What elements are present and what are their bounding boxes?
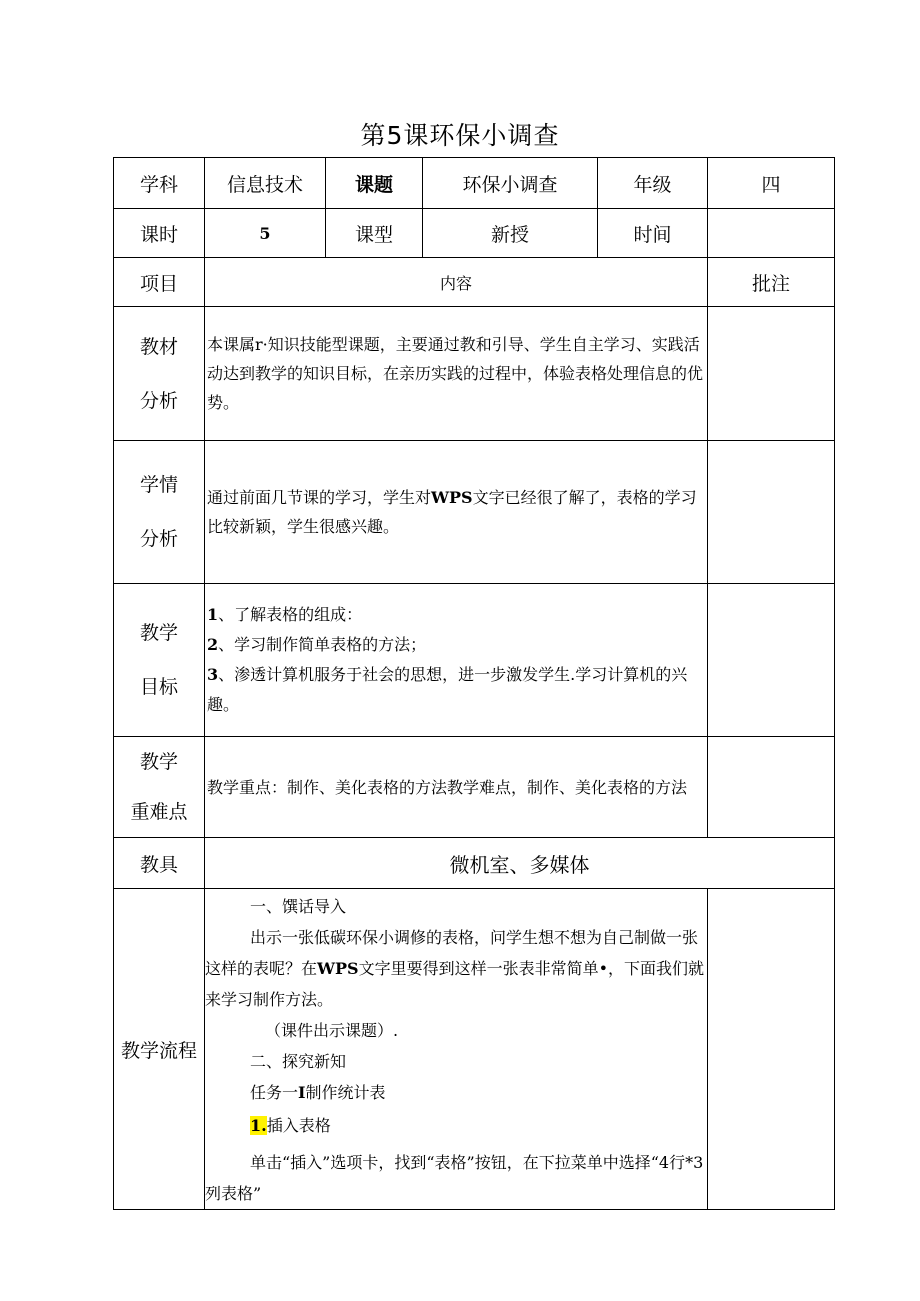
tools-label: 教具 bbox=[114, 838, 205, 889]
tools-row bbox=[114, 838, 835, 889]
goal-text: 、学习制作简单表格的方法； bbox=[218, 635, 427, 654]
textbook-note bbox=[708, 307, 835, 441]
grade-label: 年级 bbox=[598, 158, 708, 209]
process-note bbox=[708, 889, 835, 1210]
process-label: 教学流程 bbox=[114, 889, 205, 1210]
process-text-bold: WPS bbox=[317, 959, 359, 978]
textbook-row bbox=[114, 307, 835, 441]
goal-text: 、渗透计算机服务于社会的思想，进一步激发学生.学习计算机的兴趣。 bbox=[207, 665, 688, 714]
learner-text-1: 通过前面几节课的学习，学生对 bbox=[207, 488, 432, 507]
process-line bbox=[205, 1110, 707, 1141]
lesson-label: 课题 bbox=[326, 158, 423, 209]
learner-text-2: 文字已经很了解了，表格的学习比较新颖，学生很感兴趣。 bbox=[207, 488, 697, 536]
textbook-label bbox=[114, 307, 205, 441]
process-line: 一、馔话导入 bbox=[250, 897, 347, 916]
period-value: 5 bbox=[205, 209, 326, 258]
learner-label-line-2: 分析 bbox=[139, 528, 178, 550]
highlighted-step-number: 1. bbox=[250, 1116, 267, 1135]
keypoints-label-line-2: 重难点 bbox=[130, 801, 188, 823]
process-text-bold: I bbox=[298, 1083, 306, 1102]
goals-label-line-1: 教学 bbox=[139, 622, 178, 644]
textbook-label-line-2: 分析 bbox=[139, 389, 178, 412]
goal-item bbox=[207, 600, 705, 630]
time-label: 时间 bbox=[598, 209, 708, 258]
header-row-1 bbox=[114, 158, 835, 209]
grade-value: 四 bbox=[708, 158, 835, 209]
goals-row bbox=[114, 584, 835, 737]
learner-label bbox=[114, 441, 205, 584]
period-label: 课时 bbox=[114, 209, 205, 258]
goals-content bbox=[205, 584, 708, 737]
textbook-label-line-1: 教材 bbox=[139, 335, 178, 358]
goal-text: 、了解表格的组成： bbox=[218, 605, 363, 624]
time-value bbox=[708, 209, 835, 258]
content-column-header: 内容 bbox=[205, 258, 708, 307]
goals-label bbox=[114, 584, 205, 737]
process-paragraph: 单击“插入”选项卡，找到“表格”按钮，在下拉菜单中选择“4行*3列表格” bbox=[205, 1153, 704, 1203]
process-line bbox=[205, 1077, 707, 1108]
keypoints-note bbox=[708, 737, 835, 838]
lesson-value: 环保小调查 bbox=[423, 158, 598, 209]
process-text: 出示一张低碳环保小调修的表格，问学生想不想为自己制做一张这样的表呢？在 bbox=[205, 928, 699, 978]
learner-label-line-1: 学情 bbox=[139, 474, 178, 496]
note-column-header: 批注 bbox=[708, 258, 835, 307]
subject-label: 学科 bbox=[114, 158, 205, 209]
learner-note bbox=[708, 441, 835, 584]
goal-number: 3 bbox=[207, 665, 219, 684]
keypoints-row bbox=[114, 737, 835, 838]
column-header-row bbox=[114, 258, 835, 307]
keypoints-content: 教学重点：制作、美化表格的方法教学难点，制作、美化表格的方法 bbox=[205, 737, 708, 838]
process-line: （课件出示课题）. bbox=[265, 1021, 399, 1040]
learner-content bbox=[205, 441, 708, 584]
process-text: 任务一 bbox=[250, 1083, 299, 1102]
process-text: 文字里要得到这样一张表非常简单•，下面我们就来学习制作方法。 bbox=[205, 959, 705, 1009]
header-row-2 bbox=[114, 209, 835, 258]
tools-value: 微机室、多媒体 bbox=[205, 838, 835, 889]
goals-label-line-2: 目标 bbox=[139, 676, 178, 698]
lesson-plan-table bbox=[113, 157, 835, 1210]
goal-number: 1 bbox=[207, 605, 219, 624]
subject-value: 信息技术 bbox=[205, 158, 326, 209]
item-column-header: 项目 bbox=[114, 258, 205, 307]
page-title: 第5课环保小调查 bbox=[360, 121, 560, 150]
type-label: 课型 bbox=[326, 209, 423, 258]
lesson-plan-table-frame bbox=[113, 157, 834, 1203]
process-text: 制作统计表 bbox=[305, 1083, 386, 1102]
process-line: 二、探究新知 bbox=[250, 1052, 347, 1071]
goals-note bbox=[708, 584, 835, 737]
process-text: 插入表格 bbox=[266, 1116, 331, 1135]
textbook-content: 本课属r·知识技能型课题，主要通过教和引导、学生自主学习、实践活动达到教学的知识目标，在亲历实践的过程中，体验表格处理信息的优势。 bbox=[205, 307, 708, 441]
process-content bbox=[205, 889, 708, 1210]
process-paragraph bbox=[205, 922, 707, 1015]
keypoints-label bbox=[114, 737, 205, 838]
keypoints-label-line-1: 教学 bbox=[139, 751, 178, 773]
process-row bbox=[114, 889, 835, 1210]
learner-text-bold: WPS bbox=[431, 488, 473, 507]
learner-row bbox=[114, 441, 835, 584]
goal-number: 2 bbox=[207, 635, 219, 654]
type-value: 新授 bbox=[423, 209, 598, 258]
goal-item bbox=[207, 660, 705, 720]
goal-item bbox=[207, 630, 705, 660]
